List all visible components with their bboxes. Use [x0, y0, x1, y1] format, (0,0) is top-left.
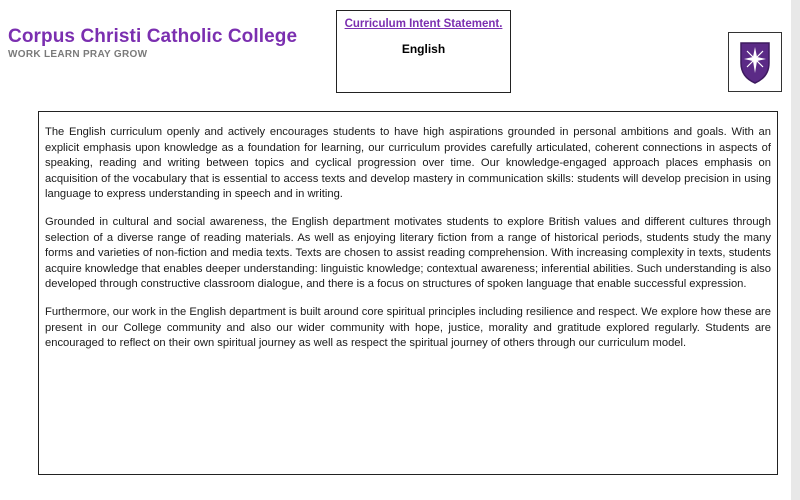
- college-motto: WORK LEARN PRAY GROW: [8, 49, 148, 60]
- paragraph-2: Grounded in cultural and social awareness, the English department motivates students to explore British values and different cultures through selection of a diverse range of reading materials. As well as enjoying literary fiction from a range of historical periods, students study the many forms and varieties of non-fiction and media texts. Texts are chosen to assist reading comprehension. With increasing complexity in texts, students acquire knowledge that enables deeper understanding: linguistic knowledge; contextual awareness; inferential abilities. Such understanding is also developed through constructive classroom dialogue, and there is a focus on structures of spoken language that enable successful expression.: [45, 215, 771, 291]
- paragraph-3: Furthermore, our work in the English department is built around core spiritual principles including resilience and respect. We explore how these are present in our College community and also our wider community with hope, justice, morality and gratitude explored regularly. Students are encouraged to reflect on their own spiritual journey as well as respect the spiritual journey of others through our curriculum model.: [45, 305, 771, 350]
- window-edge: [791, 0, 800, 500]
- college-header: [8, 26, 297, 60]
- intent-title: Curriculum Intent Statement.: [344, 18, 503, 30]
- college-name: Corpus Christi Catholic College: [8, 26, 298, 47]
- paragraph-1: The English curriculum openly and actively encourages students to have high aspirations grounded in personal ambitions and goals. With an explicit emphasis upon knowledge as a foundation for learning, our curriculum provides carefully articulated, coherent connections in aspects of speaking, reading and writing between topics and cyclical progression over time. Our knowledge-engaged approach places emphasis on acquisition of the vocabulary that is essential to access texts and develop mastery in communication skills: students will develop precision in using language to express understanding in speech and in writing.: [45, 126, 771, 201]
- intent-content-box: [38, 111, 778, 475]
- intent-subject: English: [401, 42, 446, 56]
- college-crest: [728, 32, 782, 92]
- curriculum-intent-box: [336, 10, 511, 93]
- college-crest-icon: [735, 37, 775, 87]
